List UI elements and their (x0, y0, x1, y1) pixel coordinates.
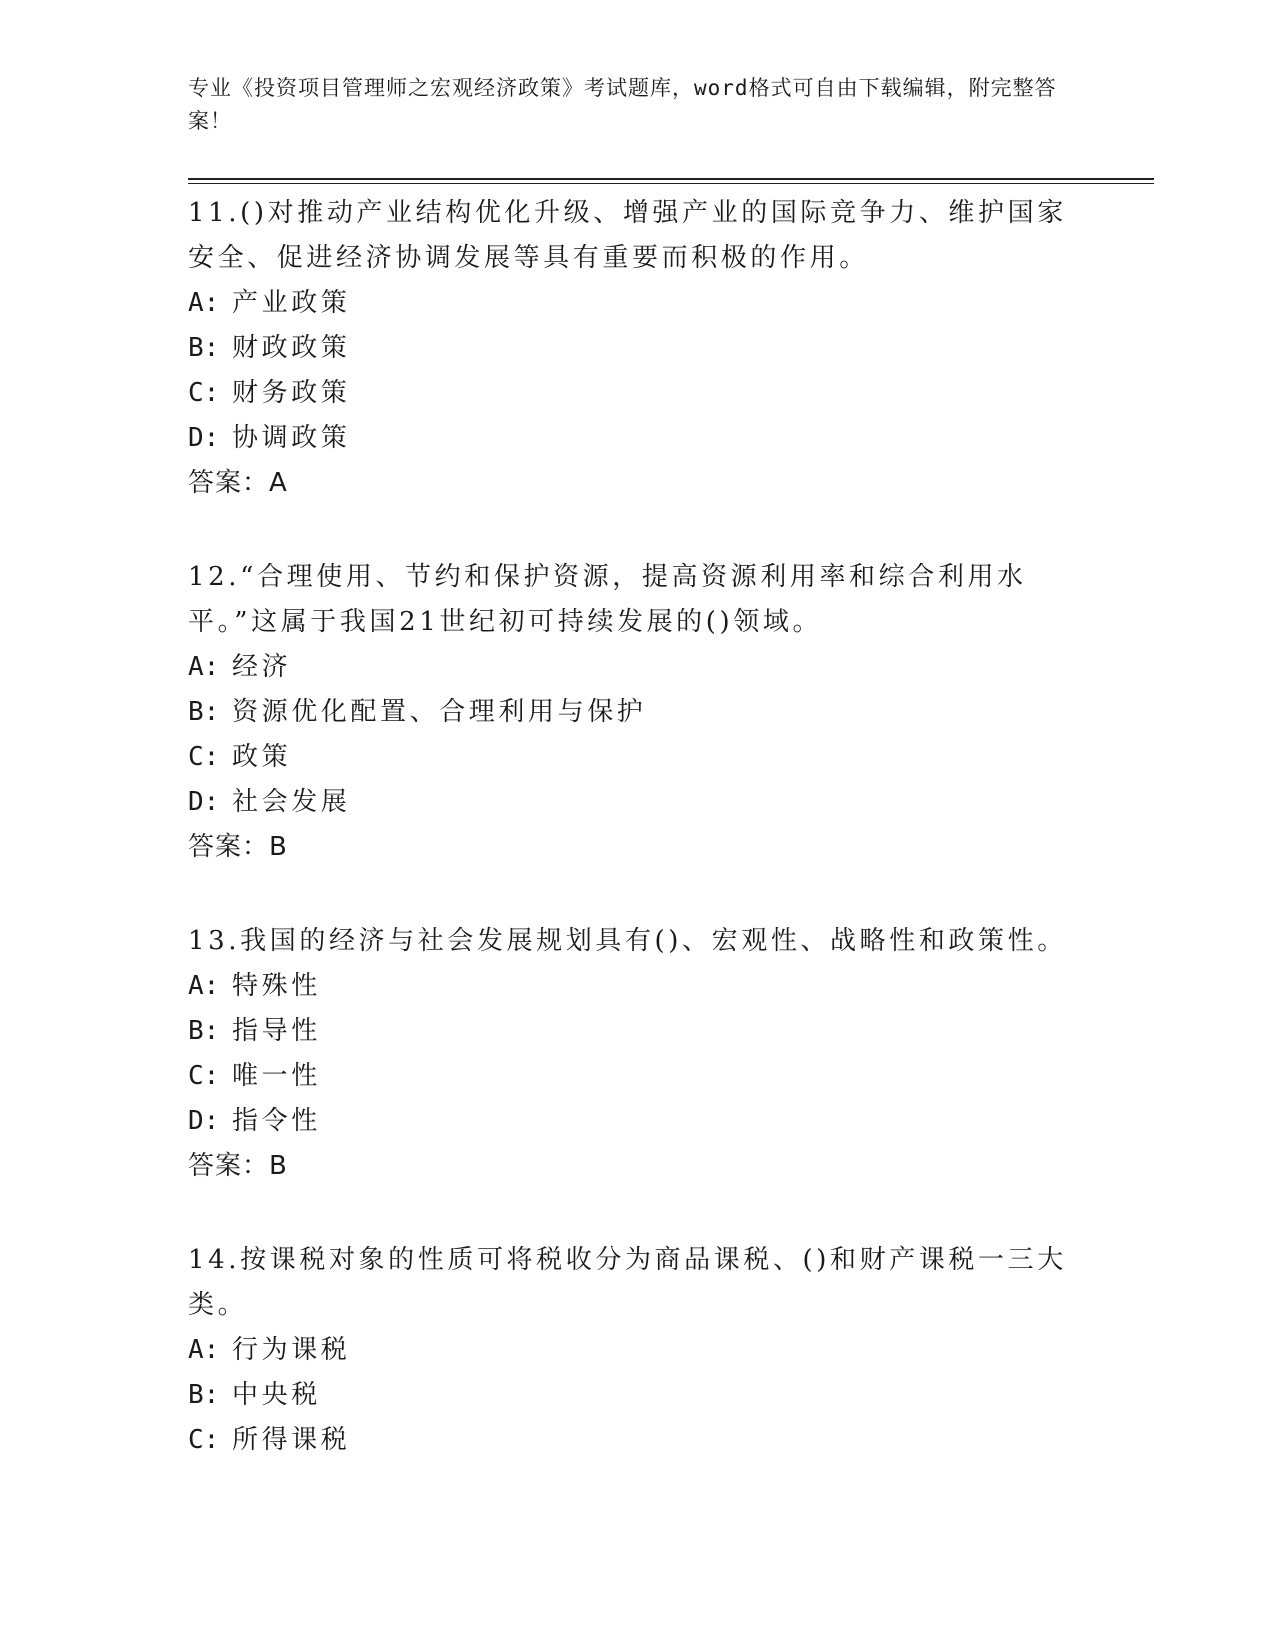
option-text: 经济 (232, 652, 292, 682)
option-b (188, 690, 1088, 735)
option-key: B: (188, 333, 220, 363)
option-text: 中央税 (232, 1380, 321, 1410)
document-header (188, 72, 1068, 138)
option-a (188, 645, 1088, 690)
option-key: A: (188, 288, 220, 318)
option-key: B: (188, 1016, 220, 1046)
option-a (188, 964, 1088, 1009)
option-key: D: (188, 787, 220, 817)
header-divider-thick (188, 178, 1154, 180)
option-text: 协调政策 (232, 423, 351, 453)
option-key: C: (188, 742, 220, 772)
option-key: B: (188, 1380, 220, 1410)
answer-text: 答案：B (188, 832, 288, 862)
option-a (188, 281, 1088, 326)
option-key: B: (188, 697, 220, 727)
option-key: A: (188, 971, 220, 1001)
question-text: 13.我国的经济与社会发展规划具有()、宏观性、战略性和政策性。 (188, 926, 1067, 956)
option-b (188, 326, 1088, 371)
header-intro-text: 专业《投资项目管理师之宏观经济政策》考试题库，word格式可自由下载编辑，附完整答案！ (188, 76, 1057, 133)
option-key: D: (188, 1106, 220, 1136)
option-text: 政策 (232, 742, 292, 772)
option-text: 指导性 (232, 1016, 321, 1046)
question-list (188, 191, 1088, 1512)
option-text: 唯一性 (232, 1061, 321, 1091)
option-text: 社会发展 (232, 787, 351, 817)
header-divider-thin (188, 183, 1154, 184)
option-c (188, 1054, 1088, 1099)
question-text: 11.()对推动产业结构优化升级、增强产业的国际竞争力、维护国家安全、促进经济协调发展等具有重要而积极的作用。 (188, 198, 1067, 273)
option-key: C: (188, 1425, 220, 1455)
option-key: D: (188, 423, 220, 453)
question-text: 14.按课税对象的性质可将税收分为商品课税、()和财产课税一三大类。 (188, 1245, 1067, 1320)
question-item (188, 191, 1088, 506)
option-key: C: (188, 378, 220, 408)
option-c (188, 371, 1088, 416)
option-key: A: (188, 1335, 220, 1365)
option-d (188, 416, 1088, 461)
option-text: 特殊性 (232, 971, 321, 1001)
option-c (188, 1418, 1088, 1463)
question-text: 12.“合理使用、节约和保护资源，提高资源利用率和综合利用水平。”这属于我国21世纪初可持续发展的()领域。 (188, 562, 1027, 637)
option-d (188, 780, 1088, 825)
option-d (188, 1099, 1088, 1144)
question-item (188, 555, 1088, 870)
answer-text: 答案：A (188, 468, 288, 498)
answer-text: 答案：B (188, 1151, 288, 1181)
option-b (188, 1009, 1088, 1054)
option-text: 资源优化配置、合理利用与保护 (232, 697, 647, 727)
option-text: 所得课税 (232, 1425, 351, 1455)
option-text: 指令性 (232, 1106, 321, 1136)
option-text: 财政政策 (232, 333, 351, 363)
option-key: A: (188, 652, 220, 682)
question-item (188, 1238, 1088, 1463)
option-a (188, 1328, 1088, 1373)
option-text: 行为课税 (232, 1335, 351, 1365)
option-text: 财务政策 (232, 378, 351, 408)
question-item (188, 919, 1088, 1189)
option-c (188, 735, 1088, 780)
option-text: 产业政策 (232, 288, 351, 318)
option-b (188, 1373, 1088, 1418)
option-key: C: (188, 1061, 220, 1091)
